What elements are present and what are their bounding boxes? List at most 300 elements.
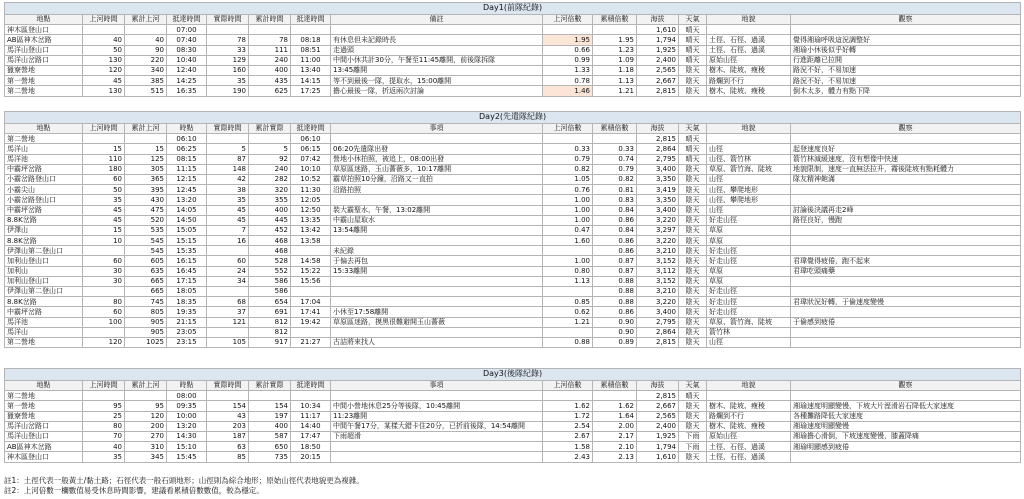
table-cell: 陰天 (679, 421, 707, 431)
header-row (5, 381, 1021, 391)
table-cell: 45 (207, 215, 249, 225)
table-cell: 15:33離開 (331, 266, 543, 276)
table-cell: 12:05 (291, 195, 331, 205)
table-cell: 400 (249, 65, 291, 75)
table-cell: 180 (83, 164, 125, 174)
table-cell: 好走山徑 (707, 256, 791, 266)
table-cell: 78 (249, 35, 291, 45)
table-cell: 馬洋山岔路口 (5, 55, 83, 65)
table-cell: 15:05 (167, 225, 207, 235)
table-cell: 11:00 (291, 55, 331, 65)
table-cell: 下雨 (679, 431, 707, 441)
table-cell: 400 (249, 205, 291, 215)
table-cell: 0.90 (593, 317, 637, 327)
table-row (5, 287, 1021, 297)
table-cell: 06:25 (167, 144, 207, 154)
table-row (5, 86, 1021, 96)
table-cell: 12:50 (291, 205, 331, 215)
column-header: 地貌 (707, 381, 791, 391)
table-cell (331, 25, 543, 35)
table-cell: 06:15 (291, 144, 331, 154)
table-cell: 90 (125, 45, 167, 55)
table-cell: 1.05 (543, 174, 593, 184)
table-cell (791, 195, 1021, 205)
table-cell: 120 (83, 337, 125, 347)
table-cell: 0.99 (543, 55, 593, 65)
column-header: 實際時間 (207, 124, 249, 134)
table-cell: 陰天 (679, 266, 707, 276)
table-cell (125, 25, 167, 35)
table-cell: 50 (83, 185, 125, 195)
table-cell: AB區神木岔路 (5, 35, 83, 45)
table-cell: 15:15 (167, 236, 207, 246)
table-cell: 45 (83, 205, 125, 215)
table-cell: 0.87 (593, 256, 637, 266)
table-cell: 2,565 (637, 65, 679, 75)
column-header: 觀察 (791, 124, 1021, 134)
table-cell: 3,210 (637, 246, 679, 256)
table-cell: 0.89 (593, 337, 637, 347)
table-cell (543, 246, 593, 256)
table-cell: 0.78 (543, 76, 593, 86)
table-cell: 1,925 (637, 431, 679, 441)
table-cell: 樹木、陡坡、瘦稜 (707, 65, 791, 75)
table-cell: 535 (125, 225, 167, 235)
table-cell: 10:52 (291, 174, 331, 184)
table-cell: 16 (207, 236, 249, 246)
table-cell: 2,795 (637, 154, 679, 164)
table-cell: 1.46 (543, 86, 593, 96)
table-cell: 陰天 (679, 297, 707, 307)
table-cell: 34 (207, 276, 249, 286)
table-cell: 13:58 (291, 236, 331, 246)
table-cell: 15:35 (167, 246, 207, 256)
table-cell: 2.54 (543, 421, 593, 431)
table-cell: 馬洋山 (5, 327, 83, 337)
column-header: 抵達時間 (291, 381, 331, 391)
column-header: 實際時間 (207, 381, 249, 391)
table-cell: 12:45 (167, 185, 207, 195)
table-cell: 400 (249, 421, 291, 431)
table-cell: 中霸山屋取水 (331, 215, 543, 225)
table-cell: 1.95 (543, 35, 593, 45)
table-cell: 200 (125, 421, 167, 431)
table-cell: 2.00 (593, 421, 637, 431)
table-cell: 08:30 (167, 45, 207, 55)
column-header: 事項 (331, 124, 543, 134)
table-cell: 3,350 (637, 195, 679, 205)
table-cell: 07:40 (167, 35, 207, 45)
table-cell: 08:15 (167, 154, 207, 164)
table-cell: 1.72 (543, 411, 593, 421)
column-header: 累計上河 (125, 15, 167, 25)
day3-table (4, 368, 1021, 463)
table-cell: 陰天 (679, 276, 707, 286)
table-cell: 10 (83, 236, 125, 246)
column-header: 累計上河 (125, 381, 167, 391)
column-header: 事項 (331, 381, 543, 391)
table-cell: 10:40 (167, 55, 207, 65)
table-cell: 有休息但未記錄時長 (331, 35, 543, 45)
table-row (5, 256, 1021, 266)
table-cell: 50 (83, 45, 125, 55)
table-cell: 09:35 (167, 401, 207, 411)
table-cell: 陰天 (679, 185, 707, 195)
table-cell: 38 (207, 185, 249, 195)
table-cell: 60 (83, 256, 125, 266)
table-cell: 未紀錄 (331, 246, 543, 256)
day-title: Day1(前隊紀錄) (5, 3, 1021, 15)
table-cell: 15:56 (291, 276, 331, 286)
table-cell: 745 (125, 297, 167, 307)
table-row (5, 154, 1021, 164)
table-cell: 山徑、攀爬地形 (707, 195, 791, 205)
table-cell: 130 (83, 55, 125, 65)
table-cell: 0.33 (543, 144, 593, 154)
table-cell: 草原、箭竹海、陡坡 (707, 164, 791, 174)
table-cell (593, 391, 637, 401)
table-cell: 1.95 (593, 35, 637, 45)
column-header: 地點 (5, 15, 83, 25)
table-cell: 08:51 (291, 45, 331, 55)
table-cell: 晴天 (679, 391, 707, 401)
table-cell: 10:34 (291, 401, 331, 411)
table-cell: 原始山徑 (707, 55, 791, 65)
footnote: 註1：土徑代表一般黃土/黏土路；石徑代表一般石頭地形；山徑則為綜合地形；原始山徑代表地貌更為複雜。 (4, 476, 364, 485)
table-cell: 陰天 (679, 164, 707, 174)
table-cell: 35 (207, 76, 249, 86)
table-cell: 190 (207, 86, 249, 96)
table-cell: 3,112 (637, 266, 679, 276)
column-header: 抵達時間 (291, 124, 331, 134)
table-cell: 130 (83, 86, 125, 96)
table-cell: 0.76 (543, 185, 593, 195)
table-cell: 3,400 (637, 205, 679, 215)
table-cell: 385 (125, 76, 167, 86)
table-cell: 17:47 (291, 431, 331, 441)
column-header: 上河倍數 (543, 15, 593, 25)
table-cell: 晴天 (679, 134, 707, 144)
table-cell: 2.13 (593, 452, 637, 462)
table-cell: 545 (125, 236, 167, 246)
table-cell: 中霸坪岔路 (5, 205, 83, 215)
table-cell: 220 (125, 55, 167, 65)
table-cell: 3,419 (637, 185, 679, 195)
table-cell: 07:42 (291, 154, 331, 164)
table-row (5, 307, 1021, 317)
table-cell: 125 (125, 154, 167, 164)
table-cell (543, 391, 593, 401)
table-cell: 13:20 (167, 421, 207, 431)
table-cell: 2,565 (637, 411, 679, 421)
table-cell: AB區神木岔路 (5, 442, 83, 452)
column-header: 地貌 (707, 15, 791, 25)
table-row (5, 205, 1021, 215)
table-cell: 07:00 (167, 25, 207, 35)
table-cell: 0.83 (593, 195, 637, 205)
table-cell: 伊澤山 (5, 225, 83, 235)
table-cell: 2.10 (593, 442, 637, 452)
header-row (5, 15, 1021, 25)
table-cell: 430 (125, 195, 167, 205)
table-cell: 0.81 (593, 185, 637, 195)
day-title: Day3(後隊紀錄) (5, 369, 1021, 381)
table-cell: 63 (207, 442, 249, 452)
footnotes (4, 476, 364, 496)
table-cell: 665 (125, 287, 167, 297)
table-cell: 13:42 (291, 225, 331, 235)
column-header: 上河時間 (83, 381, 125, 391)
table-cell: 草原 (707, 236, 791, 246)
table-cell: 沿路拍照 (331, 185, 543, 195)
table-cell (83, 287, 125, 297)
table-cell: 于倫感到疲倦 (791, 317, 1021, 327)
table-cell: 7 (207, 225, 249, 235)
column-header: 上河倍數 (543, 381, 593, 391)
table-cell: 陰天 (679, 307, 707, 317)
table-cell: 第一營地 (5, 401, 83, 411)
table-cell: 營地小休拍照，被追上，08:00出發 (331, 154, 543, 164)
table-cell: 陰天 (679, 287, 707, 297)
table-cell: 陰天 (679, 86, 707, 96)
table-cell: 21:15 (167, 317, 207, 327)
table-cell: 陰天 (679, 246, 707, 256)
table-row (5, 391, 1021, 401)
table-cell: 06:10 (167, 134, 207, 144)
table-cell: 陰天 (679, 256, 707, 266)
table-cell (791, 307, 1021, 317)
table-cell: 陰天 (679, 337, 707, 347)
table-cell: 晴天 (679, 154, 707, 164)
table-cell (249, 25, 291, 35)
table-cell: 第二營地 (5, 86, 83, 96)
table-cell: 605 (125, 256, 167, 266)
column-header: 累計上河 (125, 124, 167, 134)
table-cell: 665 (125, 276, 167, 286)
table-cell: 馬洋池 (5, 154, 83, 164)
table-cell: 草原、箭竹海、陡坡 (707, 317, 791, 327)
table-cell: 好走山徑 (707, 287, 791, 297)
column-header: 累計時間 (249, 15, 291, 25)
table-cell (83, 25, 125, 35)
table-row (5, 174, 1021, 184)
table-cell: 14:15 (291, 76, 331, 86)
table-cell: 陰天 (679, 401, 707, 411)
table-cell (543, 287, 593, 297)
table-row (5, 185, 1021, 195)
table-row (5, 337, 1021, 347)
table-cell: 905 (125, 317, 167, 327)
table-cell: 445 (249, 215, 291, 225)
column-header: 抵達時間 (167, 15, 207, 25)
table-cell (207, 391, 249, 401)
table-cell: 40 (125, 35, 167, 45)
table-row (5, 317, 1021, 327)
table-cell: 0.88 (593, 297, 637, 307)
table-row (5, 327, 1021, 337)
table-cell: 282 (249, 174, 291, 184)
table-row (5, 134, 1021, 144)
table-cell (207, 327, 249, 337)
table-cell: 路況不好，不易加速 (791, 65, 1021, 75)
table-cell: 陰天 (679, 195, 707, 205)
table-cell: 第二營地 (5, 337, 83, 347)
table-cell: 0.79 (543, 154, 593, 164)
column-header: 累計實際 (249, 124, 291, 134)
table-cell: 905 (125, 327, 167, 337)
table-cell: 37 (207, 307, 249, 317)
table-cell: 陰天 (679, 327, 707, 337)
column-header: 海拔 (637, 381, 679, 391)
table-cell: 11:23離開 (331, 411, 543, 421)
table-cell: 1025 (125, 337, 167, 347)
table-cell (543, 134, 593, 144)
table-cell: 16:45 (167, 266, 207, 276)
table-row (5, 55, 1021, 65)
table-cell: 陰天 (679, 205, 707, 215)
table-cell (791, 391, 1021, 401)
table-cell: 68 (207, 297, 249, 307)
table-row (5, 276, 1021, 286)
table-cell: 箭竹林 (707, 327, 791, 337)
column-header: 觀察 (791, 381, 1021, 391)
table-cell: 18:50 (291, 442, 331, 452)
column-header: 累計實際 (249, 381, 291, 391)
table-cell: 2,667 (637, 76, 679, 86)
table-cell: 1.60 (543, 236, 593, 246)
table-row (5, 442, 1021, 452)
table-cell: 1.13 (593, 76, 637, 86)
table-cell (791, 134, 1021, 144)
table-cell: 19:42 (291, 317, 331, 327)
table-cell: 11:17 (291, 411, 331, 421)
table-cell: 14:40 (291, 421, 331, 431)
table-cell: 3,152 (637, 256, 679, 266)
table-cell: 2,400 (637, 421, 679, 431)
table-cell: 2,815 (637, 134, 679, 144)
table-cell: 18:35 (167, 297, 207, 307)
table-cell: 箭竹林減緩速度，沒有想像中快速 (791, 154, 1021, 164)
table-cell (543, 327, 593, 337)
table-cell: 第二營地 (5, 134, 83, 144)
table-cell (791, 287, 1021, 297)
column-header: 觀察 (791, 15, 1021, 25)
table-cell: 2,864 (637, 327, 679, 337)
table-cell (207, 246, 249, 256)
table-cell: 于偏去再包 (331, 256, 543, 266)
table-cell: 陰天 (679, 225, 707, 235)
table-cell: 湘瑜明顯感到疲倦 (791, 442, 1021, 452)
table-cell: 528 (249, 256, 291, 266)
table-cell: 小霸尖山 (5, 185, 83, 195)
table-cell: 等不到最後一隊，提取水，15:00離開 (331, 76, 543, 86)
table-cell: 陰天 (679, 236, 707, 246)
table-cell: 土徑、石徑、過溪 (707, 35, 791, 45)
table-cell: 0.86 (593, 246, 637, 256)
table-cell: 晴天 (679, 45, 707, 55)
table-cell: 0.86 (593, 215, 637, 225)
table-cell (291, 327, 331, 337)
column-header: 地點 (5, 124, 83, 134)
table-cell: 18:05 (167, 287, 207, 297)
table-cell: 10:00 (167, 411, 207, 421)
table-cell: 好走山徑 (707, 246, 791, 256)
table-cell: 16:35 (167, 86, 207, 96)
table-cell: 80 (83, 297, 125, 307)
table-cell: 0.84 (593, 225, 637, 235)
table-cell: 路徑良好，慢跑 (791, 215, 1021, 225)
table-cell: 中間午餐17分，某樣大錯卡住20分，已折前後隊，14:54離開 (331, 421, 543, 431)
table-cell: 120 (125, 411, 167, 421)
column-header: 海拔 (637, 124, 679, 134)
table-cell: 20:15 (291, 452, 331, 462)
table-cell: 15 (125, 144, 167, 154)
table-cell: 650 (249, 442, 291, 452)
table-row (5, 421, 1021, 431)
table-cell: 111 (249, 45, 291, 55)
table-cell: 起登速度良好 (791, 144, 1021, 154)
table-row (5, 25, 1021, 35)
table-cell: 100 (83, 317, 125, 327)
table-cell: 203 (207, 421, 249, 431)
table-cell: 古詰將來找人 (331, 337, 543, 347)
table-cell: 馬洋山 (5, 144, 83, 154)
table-cell: 197 (249, 411, 291, 421)
table-cell (331, 236, 543, 246)
table-cell: 87 (207, 154, 249, 164)
table-cell: 42 (207, 174, 249, 184)
table-cell: 270 (125, 431, 167, 441)
table-cell: 覺得湘瑜呼吸這況調整好 (791, 35, 1021, 45)
table-cell: 154 (207, 401, 249, 411)
table-cell: 2,815 (637, 337, 679, 347)
column-header: 天氣 (679, 15, 707, 25)
table-cell: 0.82 (543, 164, 593, 174)
table-cell: 神木區登山口 (5, 25, 83, 35)
table-cell: 2.43 (543, 452, 593, 462)
table-cell: 11:30 (291, 185, 331, 195)
table-cell (249, 391, 291, 401)
table-cell: 1,794 (637, 35, 679, 45)
table-cell: 30 (83, 266, 125, 276)
table-cell: 加利山登山口 (5, 256, 83, 266)
table-cell: 475 (125, 205, 167, 215)
table-cell: 馬洋山岔路口 (5, 421, 83, 431)
table-cell: 35 (83, 452, 125, 462)
column-header: 抵達時間 (291, 15, 331, 25)
table-cell: 60 (207, 256, 249, 266)
table-cell: 0.85 (543, 297, 593, 307)
table-row (5, 144, 1021, 154)
table-cell: 0.82 (593, 174, 637, 184)
table-cell (331, 391, 543, 401)
column-header: 備註 (331, 15, 543, 25)
table-cell: 3,152 (637, 276, 679, 286)
table-cell: 70 (83, 431, 125, 441)
table-cell: 11:15 (167, 164, 207, 174)
table-cell (249, 134, 291, 144)
table-cell: 45 (83, 215, 125, 225)
table-cell: 討論後決議再走2峰 (791, 205, 1021, 215)
table-cell: 121 (207, 317, 249, 327)
table-cell: 515 (125, 86, 167, 96)
table-cell: 310 (125, 442, 167, 452)
table-cell: 好走山徑 (707, 215, 791, 225)
table-cell (331, 276, 543, 286)
table-cell: 625 (249, 86, 291, 96)
table-cell: 395 (125, 185, 167, 195)
table-row (5, 76, 1021, 86)
